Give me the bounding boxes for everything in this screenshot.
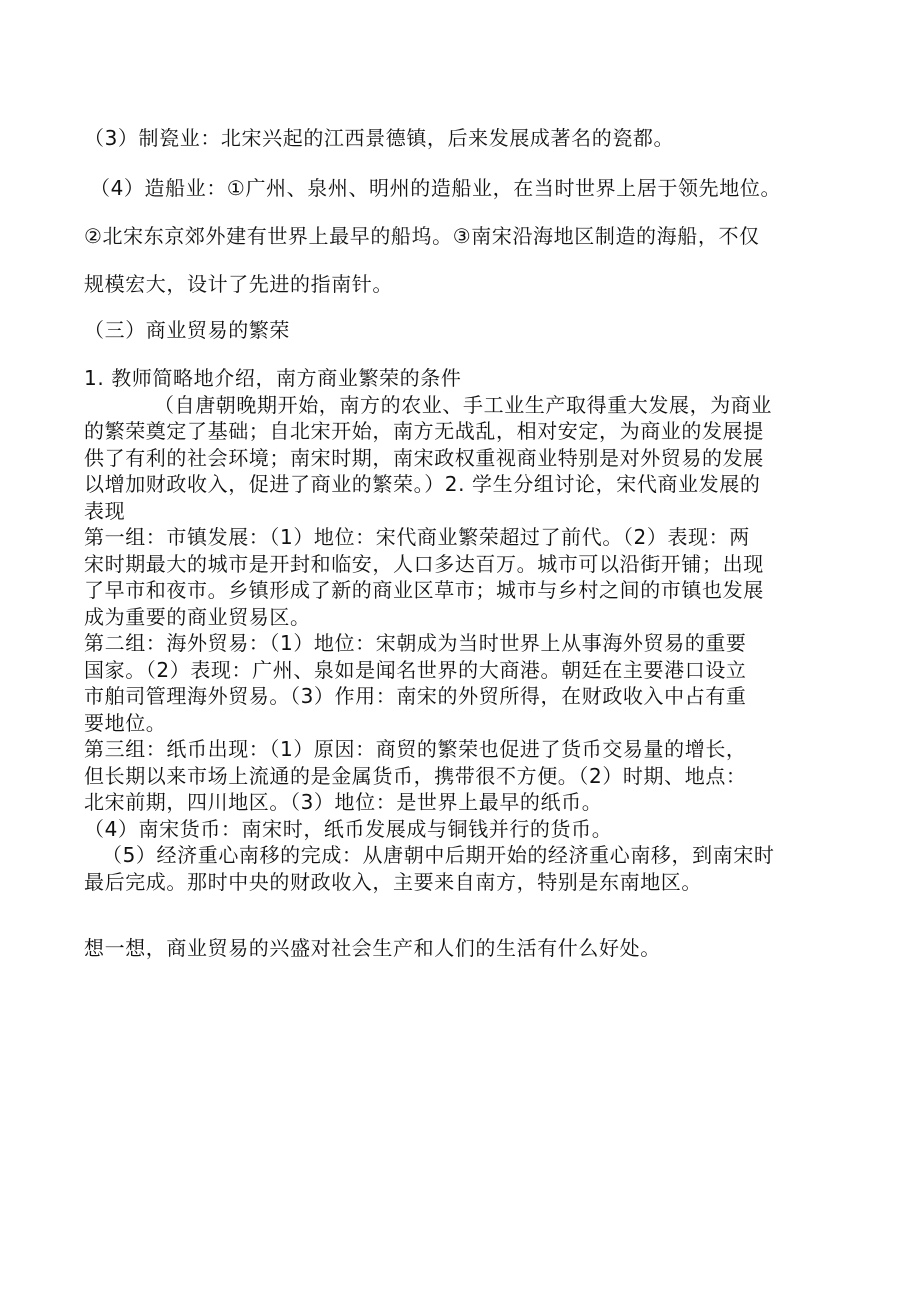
conditions-line: （自唐朝晚期开始，南方的农业、手工业生产取得重大发展，为商业 xyxy=(154,392,772,417)
group-2-line: 市舶司管理海外贸易。（3）作用：南宋的外贸所得，在财政收入中占有重 xyxy=(84,684,747,708)
group-2-line: 国家。（2）表现：广州、泉如是闻名世界的大商港。朝廷在主要港口设立 xyxy=(84,657,747,682)
commerce-body xyxy=(84,365,840,895)
shipbuilding-line-1: （4）造船业：①广州、泉州、明州的造船业，在当时世界上居于领先地位。 xyxy=(90,176,782,200)
group-3-line: 最后完成。那时中央的财政收入，主要来自南方，特别是东南地区。 xyxy=(84,869,702,894)
conditions-line: 的繁荣奠定了基础；自北宋开始，南方无战乱，相对安定，为商业的发展提 xyxy=(84,419,764,443)
group-3-line: 第三组：纸币出现：（1）原因：商贸的繁荣也促进了货币交易量的增长， xyxy=(84,737,747,761)
group-1-line: 了早市和夜市。乡镇形成了新的商业区草市；城市与乡村之间的市镇也发展 xyxy=(84,578,764,602)
item-1-title: 1. 教师简略地介绍，南方商业繁荣的条件 xyxy=(84,366,462,390)
group-3-line: 北宋前期，四川地区。（3）地位：是世界上最早的纸币。 xyxy=(84,790,603,814)
shipbuilding-paragraph xyxy=(90,164,846,212)
conditions-line: 表现 xyxy=(84,498,126,523)
section-heading-commerce: （三）商业贸易的繁荣 xyxy=(84,318,290,342)
conditions-line: 供了有利的社会环境；南宋时期，南宋政权重视商业特别是对外贸易的发展 xyxy=(84,445,764,470)
group-3-line: 但长期以来市场上流通的是金属货币，携带很不方便。（2）时期、地点： xyxy=(84,763,747,788)
porcelain-paragraph: （3）制瓷业：北宋兴起的江西景德镇，后来发展成著名的瓷都。 xyxy=(84,126,675,150)
group-1-line: 第一组：市镇发展：（1）地位：宋代商业繁荣超过了前代。（2）表现：两 xyxy=(84,525,750,549)
conditions-line: 以增加财政收入，促进了商业的繁荣。）2. 学生分组讨论，宋代商业发展的 xyxy=(84,472,761,496)
group-3-line: （4）南宋货币：南宋时，纸币发展成与铜钱并行的货币。 xyxy=(84,816,613,841)
group-3-line: （5）经济重心南移的完成：从唐朝中后期开始的经济重心南移，到南宋时 xyxy=(102,843,775,867)
group-1-line: 宋时期最大的城市是开封和临安，人口多达百万。城市可以沿街开铺；出现 xyxy=(84,551,764,576)
group-2-line: 要地位。 xyxy=(84,710,167,735)
shipbuilding-line-2: ②北宋东京郊外建有世界上最早的船坞。③南宋沿海地区制造的海船，不仅 xyxy=(84,224,760,248)
shipbuilding-line-3: 规模宏大，设计了先进的指南针。 xyxy=(84,272,393,296)
group-2-line: 第二组：海外贸易：（1）地位：宋朝成为当时世界上从事海外贸易的重要 xyxy=(84,631,747,655)
think-question: 想一想，商业贸易的兴盛对社会生产和人们的生活有什么好处。 xyxy=(84,936,661,960)
group-1-line: 成为重要的商业贸易区。 xyxy=(84,604,311,629)
